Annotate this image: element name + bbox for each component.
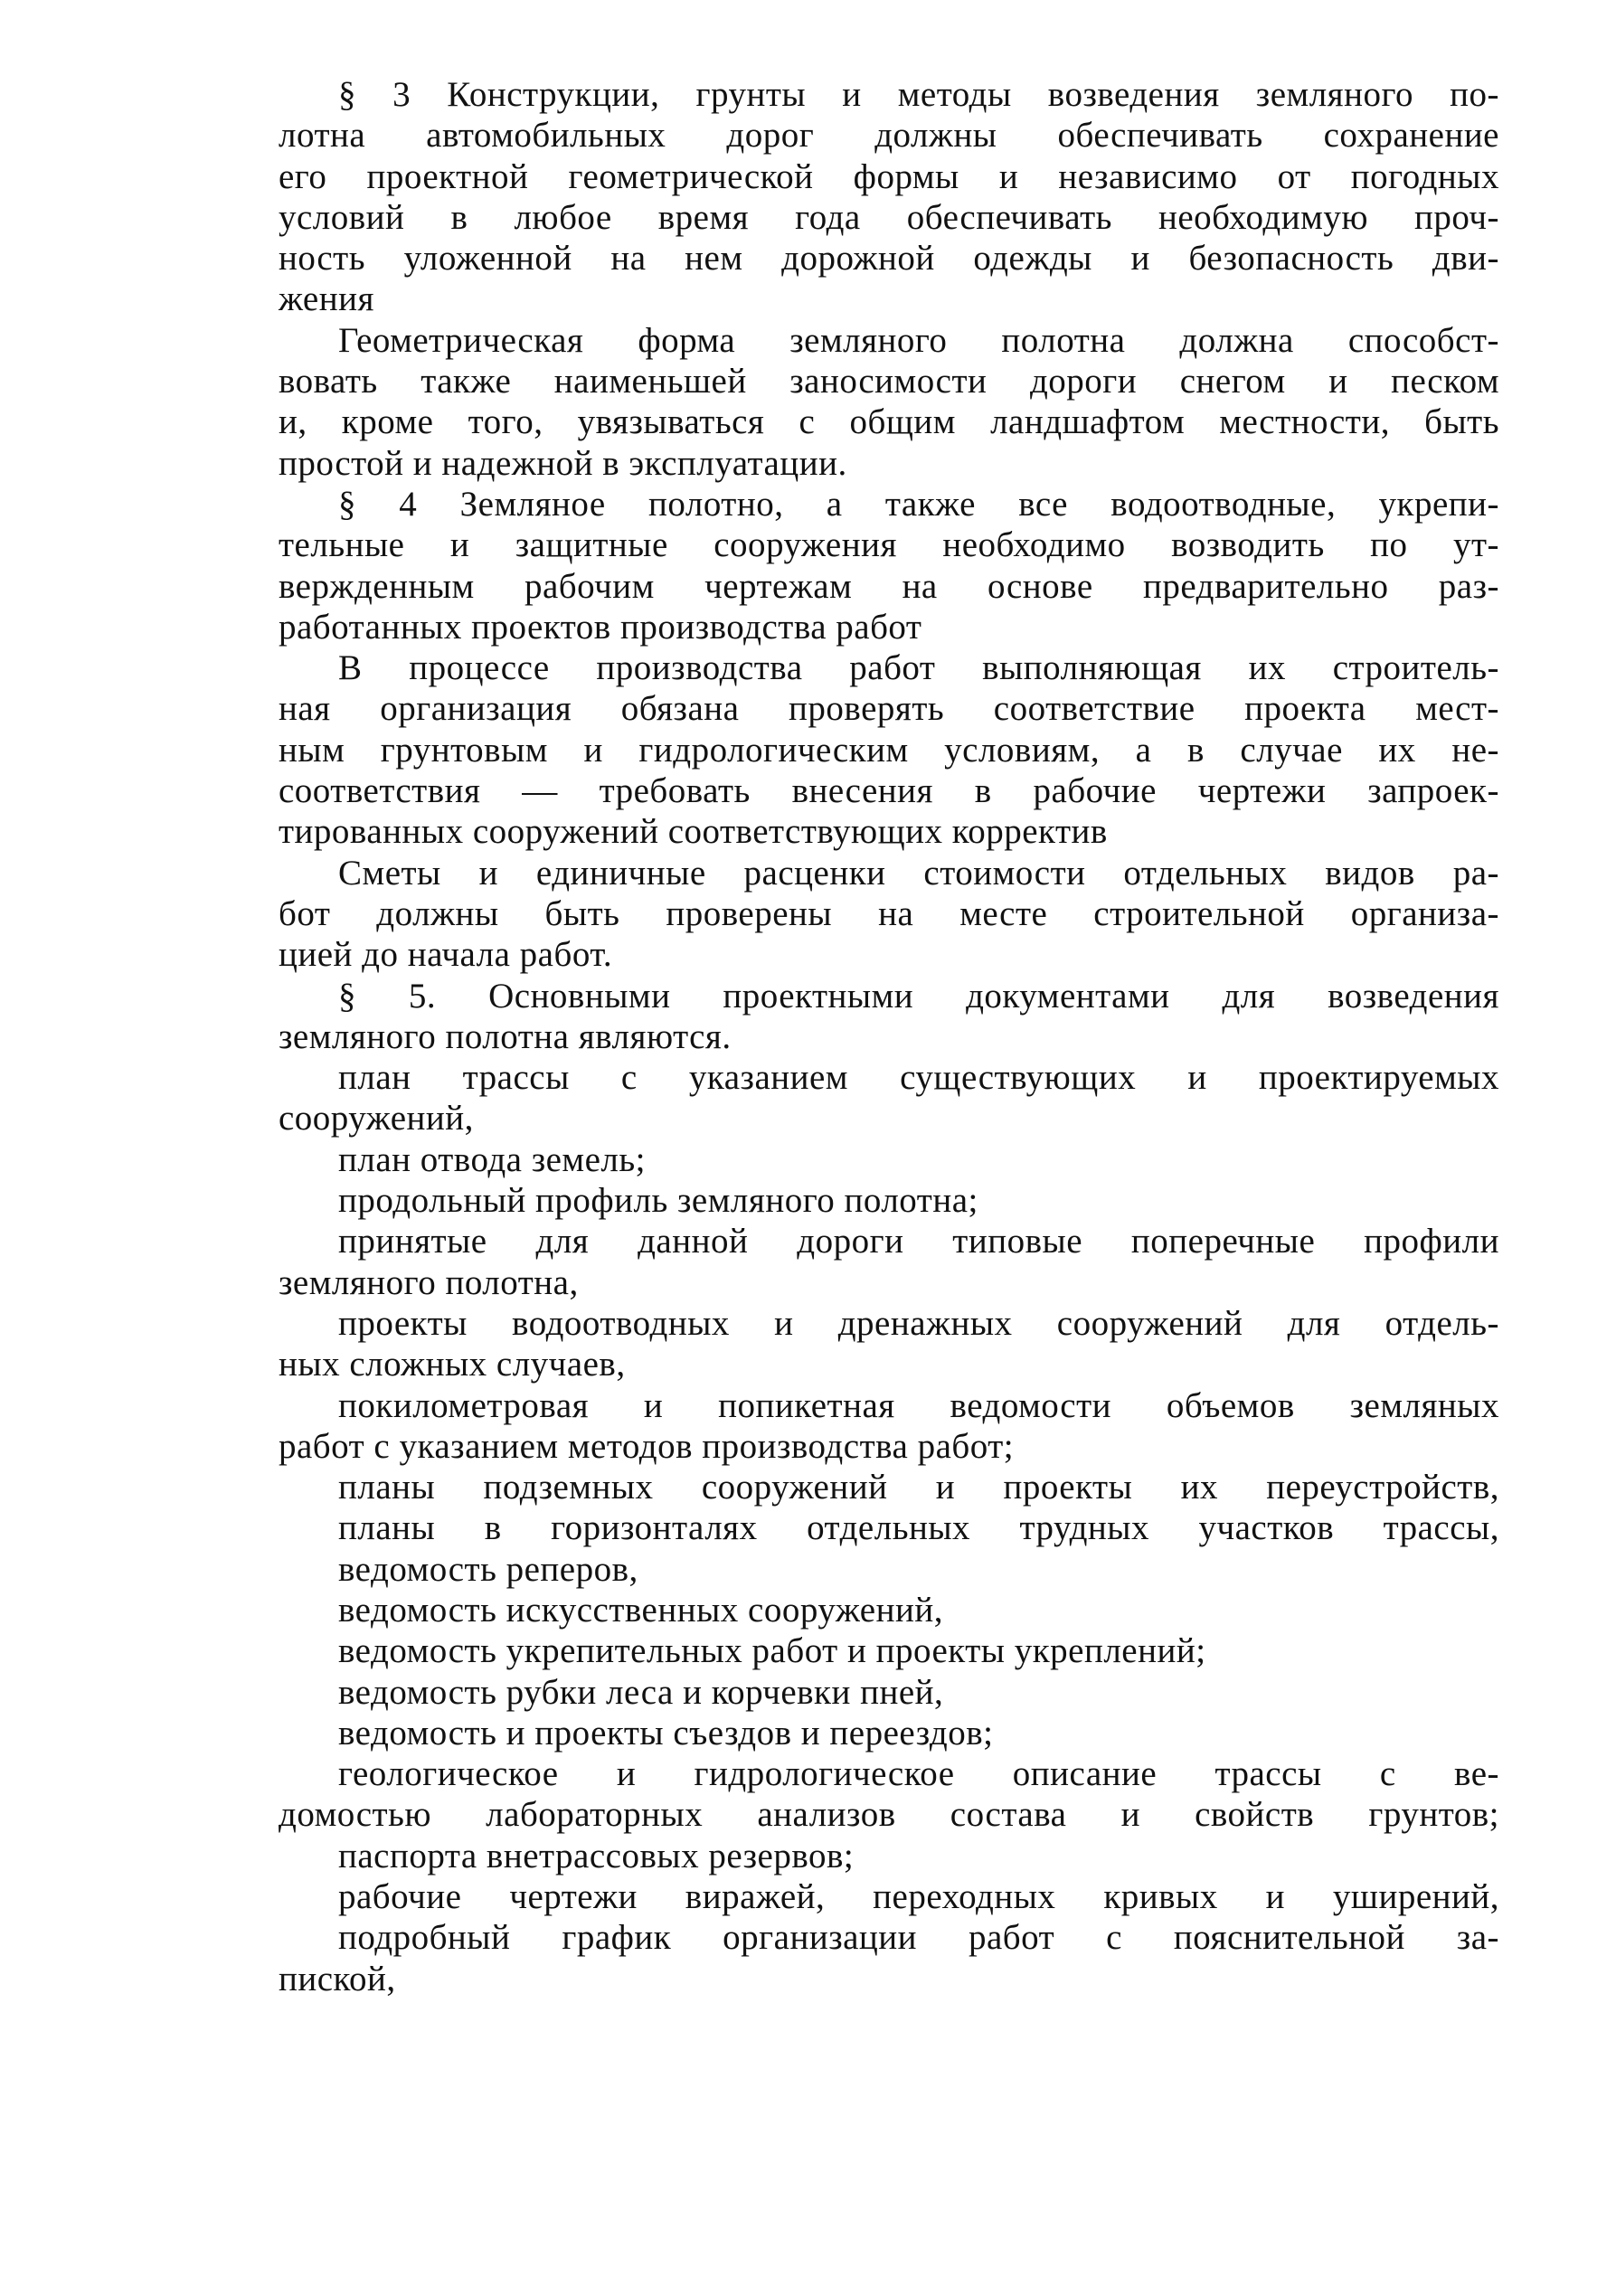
text-line: В процессе производства работ выполняющая их строитель- — [338, 648, 1499, 688]
text-line: ным грунтовым и гидрологическим условиям, а в случае их не- — [279, 730, 1499, 770]
text-line: § 5. Основными проектными документами для возведения — [338, 976, 1499, 1016]
text-line: ведомость укрепительных работ и проекты укреплений; — [338, 1631, 1206, 1671]
text-line: § 4 Земляное полотно, а также все водоотводные, укрепи- — [338, 484, 1499, 524]
text-line: тельные и защитные сооружения необходимо возводить по ут- — [279, 525, 1499, 565]
text-line: рабочие чертежи виражей, переходных кривых и уширений, — [338, 1877, 1499, 1917]
text-line: подробный график организации работ с пояснительной за- — [338, 1918, 1499, 1958]
text-line: паспорта внетрассовых резервов; — [338, 1836, 855, 1876]
text-line: ность уложенной на нем дорожной одежды и безопасность дви- — [279, 239, 1499, 279]
text-line: Геометрическая форма земляного полотна должна способст- — [338, 320, 1499, 360]
text-line: сооружений, — [279, 1099, 474, 1139]
text-line: вовать также наименьшей заносимости дороги снегом и песком — [279, 362, 1499, 402]
text-line: ных сложных случаев, — [279, 1345, 626, 1384]
text-line: условий в любое время года обеспечивать необходимую проч- — [279, 197, 1499, 237]
text-line: лотна автомобильных дорог должны обеспечивать сохранение — [279, 116, 1499, 156]
text-line: геологическое и гидрологическое описание трассы с ве- — [338, 1754, 1499, 1794]
text-line: цией до начала работ. — [279, 935, 613, 975]
document-page — [279, 74, 1499, 1999]
text-line: планы в горизонталях отдельных трудных участков трассы, — [338, 1508, 1499, 1548]
text-line: принятые для данной дороги типовые поперечные профили — [338, 1222, 1499, 1261]
text-line: бот должны быть проверены на месте строительной организа- — [279, 893, 1499, 933]
text-line: покилометровая и попикетная ведомости объемов земляных — [338, 1385, 1499, 1425]
text-line: пиской, — [279, 1959, 396, 1998]
text-line: план трассы с указанием существующих и проектируемых — [338, 1058, 1499, 1098]
text-line: ведомость искусственных сооружений, — [338, 1590, 943, 1630]
text-line: земляного полотна, — [279, 1262, 579, 1302]
text-line: ная организация обязана проверять соответствие проекта мест- — [279, 689, 1499, 729]
text-line: и, кроме того, увязываться с общим ландшафтом местности, быть — [279, 402, 1499, 442]
text-line: ведомость реперов, — [338, 1549, 638, 1589]
text-line: ведомость и проекты съездов и переездов; — [338, 1713, 994, 1753]
text-line: работ с указанием методов производства работ; — [279, 1426, 1015, 1466]
text-line: домостью лабораторных анализов состава и свойств грунтов; — [279, 1795, 1499, 1835]
text-line: план отвода земель; — [338, 1139, 647, 1179]
text-line: работанных проектов производства работ — [279, 607, 922, 647]
text-line: тированных сооружений соответствующих корректив — [279, 812, 1108, 852]
text-line: его проектной геометрической формы и независимо от погодных — [279, 156, 1499, 196]
text-line: земляного полотна являются. — [279, 1016, 732, 1056]
text-line: жения — [279, 279, 374, 319]
text-line: вержденным рабочим чертежам на основе предварительно раз- — [279, 566, 1499, 606]
text-line: ведомость рубки леса и корчевки пней, — [338, 1672, 944, 1712]
text-line: Сметы и единичные расценки стоимости отдельных видов ра- — [338, 853, 1499, 893]
text-line: проекты водоотводных и дренажных сооружений для отдель- — [338, 1303, 1499, 1343]
text-line: § 3 Конструкции, грунты и методы возведения земляного по- — [338, 75, 1499, 114]
text-line: продольный профиль земляного полотна; — [338, 1181, 978, 1221]
text-line: планы подземных сооружений и проекты их переустройств, — [338, 1468, 1499, 1507]
text-line: соответствия — требовать внесения в рабочие чертежи запроек- — [279, 771, 1499, 811]
text-line: простой и надежной в эксплуатации. — [279, 443, 847, 483]
